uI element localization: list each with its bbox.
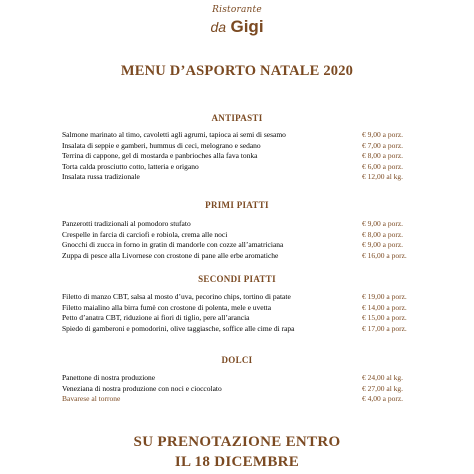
footer-line-2: IL 18 DICEMBRE — [174, 454, 300, 470]
menu-item — [62, 394, 412, 404]
menu-item-price: € 12,00 al kg. — [362, 172, 404, 181]
menu-item-price: € 24,00 al kg. — [362, 373, 404, 382]
menu-item — [62, 324, 412, 334]
menu-item — [62, 240, 412, 250]
restaurant-logo — [0, 5, 474, 37]
menu-item-description: Insalata russa tradizionale — [62, 172, 140, 181]
menu-item-price: € 9,00 a porz. — [362, 240, 404, 249]
menu-item — [62, 141, 412, 151]
menu-item-price: € 16,00 a porz. — [362, 250, 407, 260]
menu-item-price: € 6,00 a porz. — [362, 161, 404, 171]
menu-item-description: Panzerotti tradizionali al pomodoro stufato — [62, 219, 191, 228]
menu-item — [62, 151, 412, 161]
menu-title: MENU D’ASPORTO NATALE 2020 — [120, 63, 354, 79]
section-title: DOLCI — [221, 355, 253, 365]
menu-item-description: Petto d’anatra CBT, riduzione ai fiori di tiglio, pere all’arancia — [62, 313, 250, 322]
logo-name-text: Gigi — [230, 17, 264, 36]
footer-line-1: SU PRENOTAZIONE ENTRO — [133, 434, 341, 450]
menu-item — [62, 373, 412, 383]
menu-item-description: Salmone marinato al timo, cavoletti agli agrumi, tapioca ai semi di sesamo — [62, 130, 286, 139]
menu-item-description: Filetto maialino alla birra fumè con crostone di polenta, mele e uvetta — [62, 302, 272, 312]
menu-item-description: Bavarese al torrone — [62, 394, 121, 403]
menu-item — [62, 130, 412, 140]
menu-item-description: Insalata di seppie e gamberi, hummus di ceci, melograno e sedano — [62, 140, 261, 150]
menu-item-description: Terrina di cappone, gel di mostarda e panbrioches alla fava tonka — [62, 151, 258, 160]
menu-item — [62, 219, 412, 229]
menu-item — [62, 162, 412, 172]
menu-item-price: € 8,00 a porz. — [362, 151, 404, 160]
menu-item — [62, 313, 412, 323]
menu-item-price: € 15,00 a porz. — [362, 313, 407, 322]
logo-wordmark — [0, 17, 474, 37]
menu-item-description: Gnocchi di zucca in forno in gratin di mandorle con cozze all’amatriciana — [62, 240, 284, 249]
menu-item-description: Panettone di nostra produzione — [62, 373, 156, 382]
menu-item — [62, 292, 412, 302]
menu-item-price: € 14,00 a porz. — [362, 302, 407, 312]
section-title: PRIMI PIATTI — [205, 200, 269, 210]
menu-item-description: Filetto di manzo CBT, salsa al mosto d’uva, pecorino chips, tortino di patate — [62, 292, 291, 301]
menu-item — [62, 251, 412, 261]
menu-item-price: € 27,00 al kg. — [362, 383, 404, 393]
menu-item-description: Veneziana di nostra produzione con noci e cioccolato — [62, 383, 222, 393]
section-title: ANTIPASTI — [211, 113, 263, 123]
menu-item-price: € 8,00 a porz. — [362, 229, 404, 239]
menu-item-description: Crespelle in farcia di carciofi e robiola, crema alle noci — [62, 229, 228, 239]
logo-da-text: da — [210, 19, 227, 35]
logo-script-text: Ristorante — [212, 5, 262, 15]
menu-item — [62, 303, 412, 313]
menu-item-price: € 9,00 a porz. — [362, 219, 404, 228]
menu-item-price: € 7,00 a porz. — [362, 140, 404, 150]
menu-item-description: Torta calda prosciutto cotto, latteria e origano — [62, 161, 199, 171]
menu-item-description: Spiedo di gamberoni e pomodorini, olive taggiasche, soffice alle cime di rapa — [62, 323, 295, 333]
menu-item-price: € 19,00 a porz. — [362, 292, 407, 301]
menu-item-price: € 4,00 a porz. — [362, 394, 404, 403]
menu-item-price: € 17,00 a porz. — [362, 323, 407, 333]
section-title: SECONDI PIATTI — [198, 274, 276, 284]
menu-item-price: € 9,00 a porz. — [362, 130, 404, 139]
menu-item-description: Zuppa di pesce alla Livornese con crostone di pane alle erbe aromatiche — [62, 250, 279, 260]
menu-item — [62, 172, 412, 182]
menu-item — [62, 384, 412, 394]
menu-item — [62, 230, 412, 240]
